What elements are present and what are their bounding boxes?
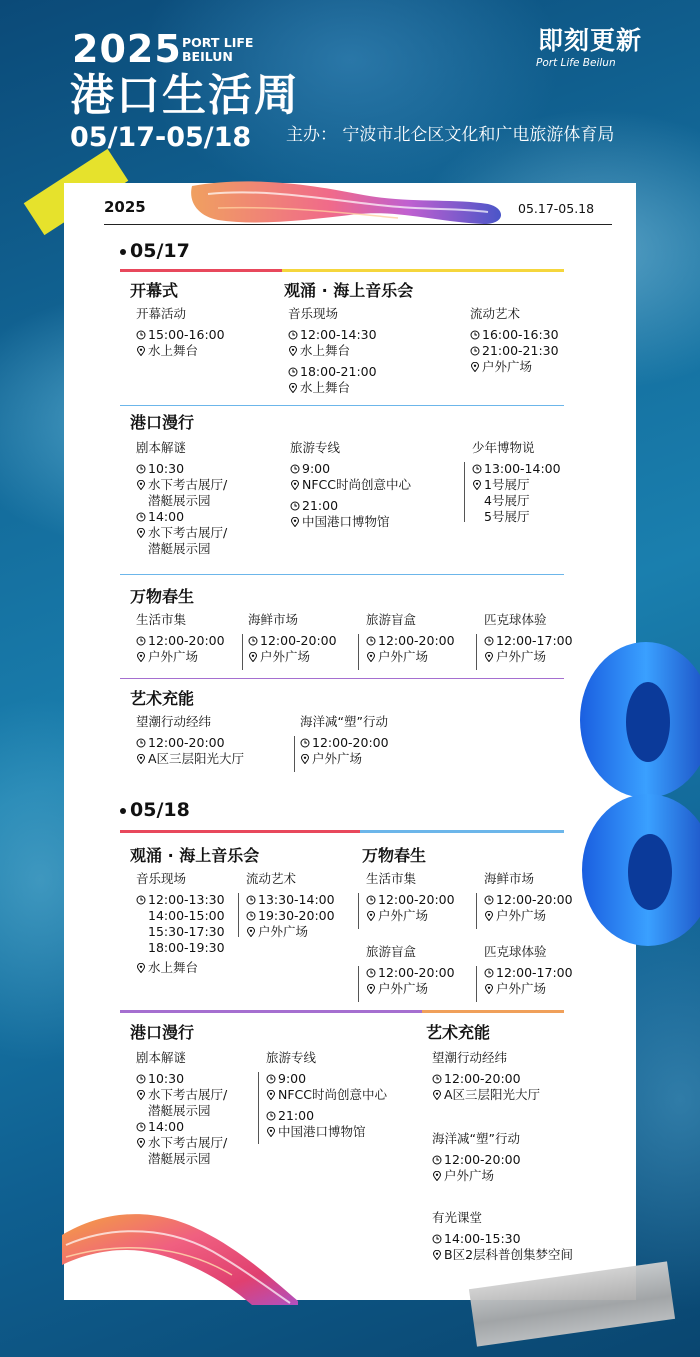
header-title: 港口生活周 xyxy=(70,70,300,121)
location-pin-icon xyxy=(136,480,146,490)
event-card: 开幕活动 15:00-16:00 水上舞台 xyxy=(136,306,225,358)
event-card: 生活市集 12:00-20:00 户外广场 xyxy=(136,612,225,664)
column-divider xyxy=(238,893,239,937)
location-pin-icon xyxy=(366,984,376,994)
location-pin-icon xyxy=(288,346,298,356)
column-divider xyxy=(464,462,465,522)
event-card: 海洋减“塑”行动 12:00-20:00 户外广场 xyxy=(300,714,389,766)
event-card: 旅游盲盒 12:00-20:00 户外广场 xyxy=(366,612,455,664)
clock-icon xyxy=(136,738,146,748)
location-pin-icon xyxy=(432,1171,442,1181)
event-card: 流动艺术 13:30-14:00 19:30-20:00 户外广场 xyxy=(246,871,335,939)
paint-ribbon-decoration-bottom xyxy=(62,1205,300,1305)
location-pin-icon xyxy=(290,517,300,527)
location-pin-icon xyxy=(432,1090,442,1100)
column-divider xyxy=(476,893,477,929)
location-pin-icon xyxy=(136,528,146,538)
logo-chinese: 即刻更新 xyxy=(538,26,643,55)
column-divider xyxy=(358,634,359,670)
paint-ribbon-decoration xyxy=(188,180,508,228)
location-pin-icon xyxy=(470,362,480,372)
event-card: 旅游专线 9:00 NFCC时尚创意中心 21:00 中国港口博物馆 xyxy=(290,440,411,529)
section-title-spring: 万物春生 xyxy=(130,587,195,606)
clock-icon xyxy=(484,636,494,646)
location-pin-icon xyxy=(266,1090,276,1100)
poster-header-rule xyxy=(104,224,612,225)
divider-yellow xyxy=(282,269,564,272)
clock-icon xyxy=(432,1234,442,1244)
clock-icon xyxy=(290,501,300,511)
event-card: 剧本解谜 10:30 水下考古展厅/ 潜艇展示园 14:00 水下考古展厅/ 潜艇展示园 xyxy=(136,440,228,556)
location-pin-icon xyxy=(246,927,256,937)
clock-icon xyxy=(136,636,146,646)
section-title-music: 观涌 · 海上音乐会 xyxy=(130,846,260,865)
clock-icon xyxy=(136,464,146,474)
divider-blue xyxy=(120,405,564,406)
event-card: 流动艺术 16:00-16:30 21:00-21:30 户外广场 xyxy=(470,306,559,374)
event-card: 海鲜市场 12:00-20:00 户外广场 xyxy=(248,612,337,664)
column-divider xyxy=(358,966,359,1002)
section-title-music: 观涌 · 海上音乐会 xyxy=(284,281,414,300)
event-card: 望潮行动经纬 12:00-20:00 A区三层阳光大厅 xyxy=(432,1050,541,1102)
section-title-harbor: 港口漫行 xyxy=(130,413,195,432)
event-card: 匹克球体验 12:00-17:00 户外广场 xyxy=(484,944,573,996)
poster-year: 2025 xyxy=(104,198,146,216)
clock-icon xyxy=(266,1111,276,1121)
divider-orange xyxy=(422,1010,564,1013)
clock-icon xyxy=(470,346,480,356)
event-card: 有光课堂 14:00-15:30 B区2层科普创集梦空间 xyxy=(432,1210,574,1262)
location-pin-icon xyxy=(290,480,300,490)
header-port-life: PORT LIFE xyxy=(182,35,254,50)
clock-icon xyxy=(136,1074,146,1084)
column-divider xyxy=(242,634,243,670)
event-card: 旅游专线 9:00 NFCC时尚创意中心 21:00 中国港口博物馆 xyxy=(266,1050,387,1139)
location-pin-icon xyxy=(366,652,376,662)
clock-icon xyxy=(300,738,310,748)
section-title-art: 艺术充能 xyxy=(130,689,195,708)
event-card: 音乐现场 12:00-13:30 14:00-15:00 15:30-17:30 18:00-19:30 水上舞台 xyxy=(136,871,225,975)
clock-icon xyxy=(366,968,376,978)
location-pin-icon xyxy=(300,754,310,764)
location-pin-icon xyxy=(136,1090,146,1100)
section-title-spring: 万物春生 xyxy=(362,846,427,865)
clock-icon xyxy=(288,367,298,377)
event-card: 剧本解谜 10:30 水下考古展厅/ 潜艇展示园 14:00 水下考古展厅/ 潜艇展示园 xyxy=(136,1050,228,1166)
clock-icon xyxy=(136,330,146,340)
location-pin-icon xyxy=(484,984,494,994)
location-pin-icon xyxy=(136,346,146,356)
clock-icon xyxy=(136,1122,146,1132)
divider-blue xyxy=(360,830,564,833)
location-pin-icon xyxy=(136,963,146,973)
location-pin-icon xyxy=(366,911,376,921)
divider-red xyxy=(120,830,360,833)
location-pin-icon xyxy=(136,1138,146,1148)
section-title-harbor: 港口漫行 xyxy=(130,1023,195,1042)
bullet-icon xyxy=(120,808,126,814)
column-divider xyxy=(294,736,295,772)
location-pin-icon xyxy=(484,652,494,662)
event-card: 望潮行动经纬 12:00-20:00 A区三层阳光大厅 xyxy=(136,714,245,766)
event-card: 海鲜市场 12:00-20:00 户外广场 xyxy=(484,871,573,923)
blue-ring-decoration xyxy=(566,640,700,960)
header-beilun: BEILUN xyxy=(182,49,233,64)
clock-icon xyxy=(484,895,494,905)
column-divider xyxy=(476,966,477,1002)
event-card: 音乐现场 12:00-14:30 水上舞台 18:00-21:00 水上舞台 xyxy=(288,306,377,395)
clock-icon xyxy=(136,512,146,522)
header-year: 2025 xyxy=(72,27,182,71)
location-pin-icon xyxy=(266,1127,276,1137)
bullet-icon xyxy=(120,249,126,255)
location-pin-icon xyxy=(136,652,146,662)
day2-date: 05/18 xyxy=(120,801,190,820)
divider-purple xyxy=(120,678,564,679)
clock-icon xyxy=(366,636,376,646)
divider-blue xyxy=(120,574,564,575)
clock-icon xyxy=(290,464,300,474)
column-divider xyxy=(476,634,477,670)
clock-icon xyxy=(246,911,256,921)
event-card: 少年博物说 13:00-14:00 1号展厅 4号展厅 5号展厅 xyxy=(472,440,561,524)
logo-english: Port Life Beilun xyxy=(536,57,616,69)
location-pin-icon xyxy=(484,911,494,921)
location-pin-icon xyxy=(248,652,258,662)
header-dates: 05/17-05/18 xyxy=(70,122,252,153)
event-card: 生活市集 12:00-20:00 户外广场 xyxy=(366,871,455,923)
clock-icon xyxy=(136,895,146,905)
event-card: 旅游盲盒 12:00-20:00 户外广场 xyxy=(366,944,455,996)
divider-purple xyxy=(120,1010,422,1013)
poster-date-range: 05.17-05.18 xyxy=(518,201,595,216)
location-pin-icon xyxy=(136,754,146,764)
clock-icon xyxy=(470,330,480,340)
clock-icon xyxy=(432,1074,442,1084)
divider-red xyxy=(120,269,282,272)
location-pin-icon xyxy=(432,1250,442,1260)
clock-icon xyxy=(484,968,494,978)
clock-icon xyxy=(266,1074,276,1084)
section-title-opening: 开幕式 xyxy=(130,281,179,300)
column-divider xyxy=(258,1072,259,1144)
clock-icon xyxy=(472,464,482,474)
column-divider xyxy=(358,893,359,929)
event-card: 匹克球体验 12:00-17:00 户外广场 xyxy=(484,612,573,664)
header-organizer: 主办： 宁波市北仑区文化和广电旅游体育局 xyxy=(286,125,615,145)
location-pin-icon xyxy=(288,383,298,393)
clock-icon xyxy=(288,330,298,340)
day1-date: 05/17 xyxy=(120,242,190,261)
clock-icon xyxy=(432,1155,442,1165)
clock-icon xyxy=(246,895,256,905)
location-pin-icon xyxy=(472,480,482,490)
clock-icon xyxy=(366,895,376,905)
section-title-art: 艺术充能 xyxy=(426,1023,491,1042)
clock-icon xyxy=(248,636,258,646)
event-card: 海洋减“塑”行动 12:00-20:00 户外广场 xyxy=(432,1131,521,1183)
